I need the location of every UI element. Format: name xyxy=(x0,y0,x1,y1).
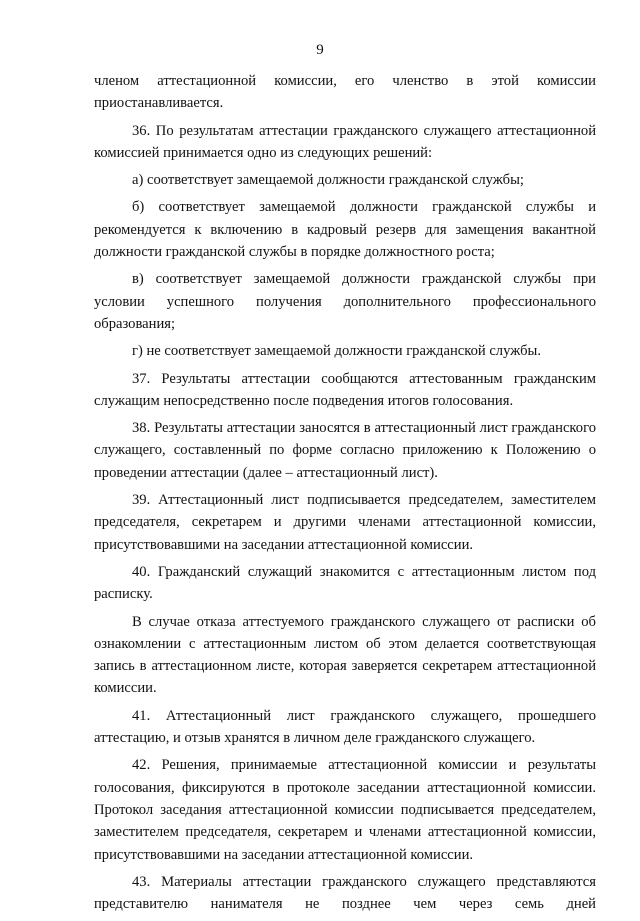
paragraph-40: 40. Гражданский служащий знакомится с аттестационным листом под расписку. xyxy=(94,563,596,603)
document-body xyxy=(94,70,596,915)
paragraph-42: 42. Решения, принимаемые аттестационной комиссии и результаты голосования, фиксируются в протоколе заседании аттестационной комиссии. Протокол заседания аттестационной комиссии подписывается председателем, заместителем председателя, секретарем и членами аттестационной комиссии, присутствовавшими на заседании аттестационной комиссии. xyxy=(94,757,596,863)
paragraph-36-a: а) соответствует замещаемой должности гражданской службы; xyxy=(132,172,524,189)
page-number: 9 xyxy=(316,42,324,58)
paragraph-36: 36. По результатам аттестации гражданского служащего аттестационной комиссией принимается одно из следующих решений: xyxy=(94,122,596,161)
paragraph-36-g: г) не соответствует замещаемой должности гражданской службы. xyxy=(132,343,541,360)
paragraph-43: 43. Материалы аттестации гражданского служащего представляются представителю нанимателя не позднее чем через семь дней xyxy=(94,873,596,913)
paragraph-39: 39. Аттестационный лист подписывается председателем, заместителем председателя, секретарем и другими членами аттестационной комиссии, присутствовавшими на заседании аттестационной комиссии. xyxy=(94,492,596,553)
paragraph-37: 37. Результаты аттестации сообщаются аттестованным гражданским служащим непосредственно после подведения итогов голосования. xyxy=(94,370,596,409)
paragraph-36-v: в) соответствует замещаемой должности гражданской службы при условии успешного получения дополнительного профессионального образования; xyxy=(94,271,596,332)
paragraph-38: 38. Результаты аттестации заносятся в аттестационный лист гражданского служащего, составленный по форме согласно приложению к Положению о проведении аттестации (далее – аттестационный лист). xyxy=(94,420,596,481)
paragraph-40-refusal: В случае отказа аттестуемого гражданского служащего от расписки об ознакомлении с аттестационным листом об этом делается соответствующая запись в аттестационном листе, которая заверяется секретарем аттестационной комиссии. xyxy=(94,613,596,697)
paragraph-continuation: членом аттестационной комиссии, его членство в этой комиссии приостанавливается. xyxy=(94,73,596,112)
paragraph-41: 41. Аттестационный лист гражданского служащего, прошедшего аттестацию, и отзыв хранятся в личном деле гражданского служащего. xyxy=(94,707,596,747)
paragraph-36-b: б) соответствует замещаемой должности гражданской службы и рекомендуется к включению в кадровый резерв для замещения вакантной должности гражданской службы в порядке должностного роста; xyxy=(94,199,596,261)
